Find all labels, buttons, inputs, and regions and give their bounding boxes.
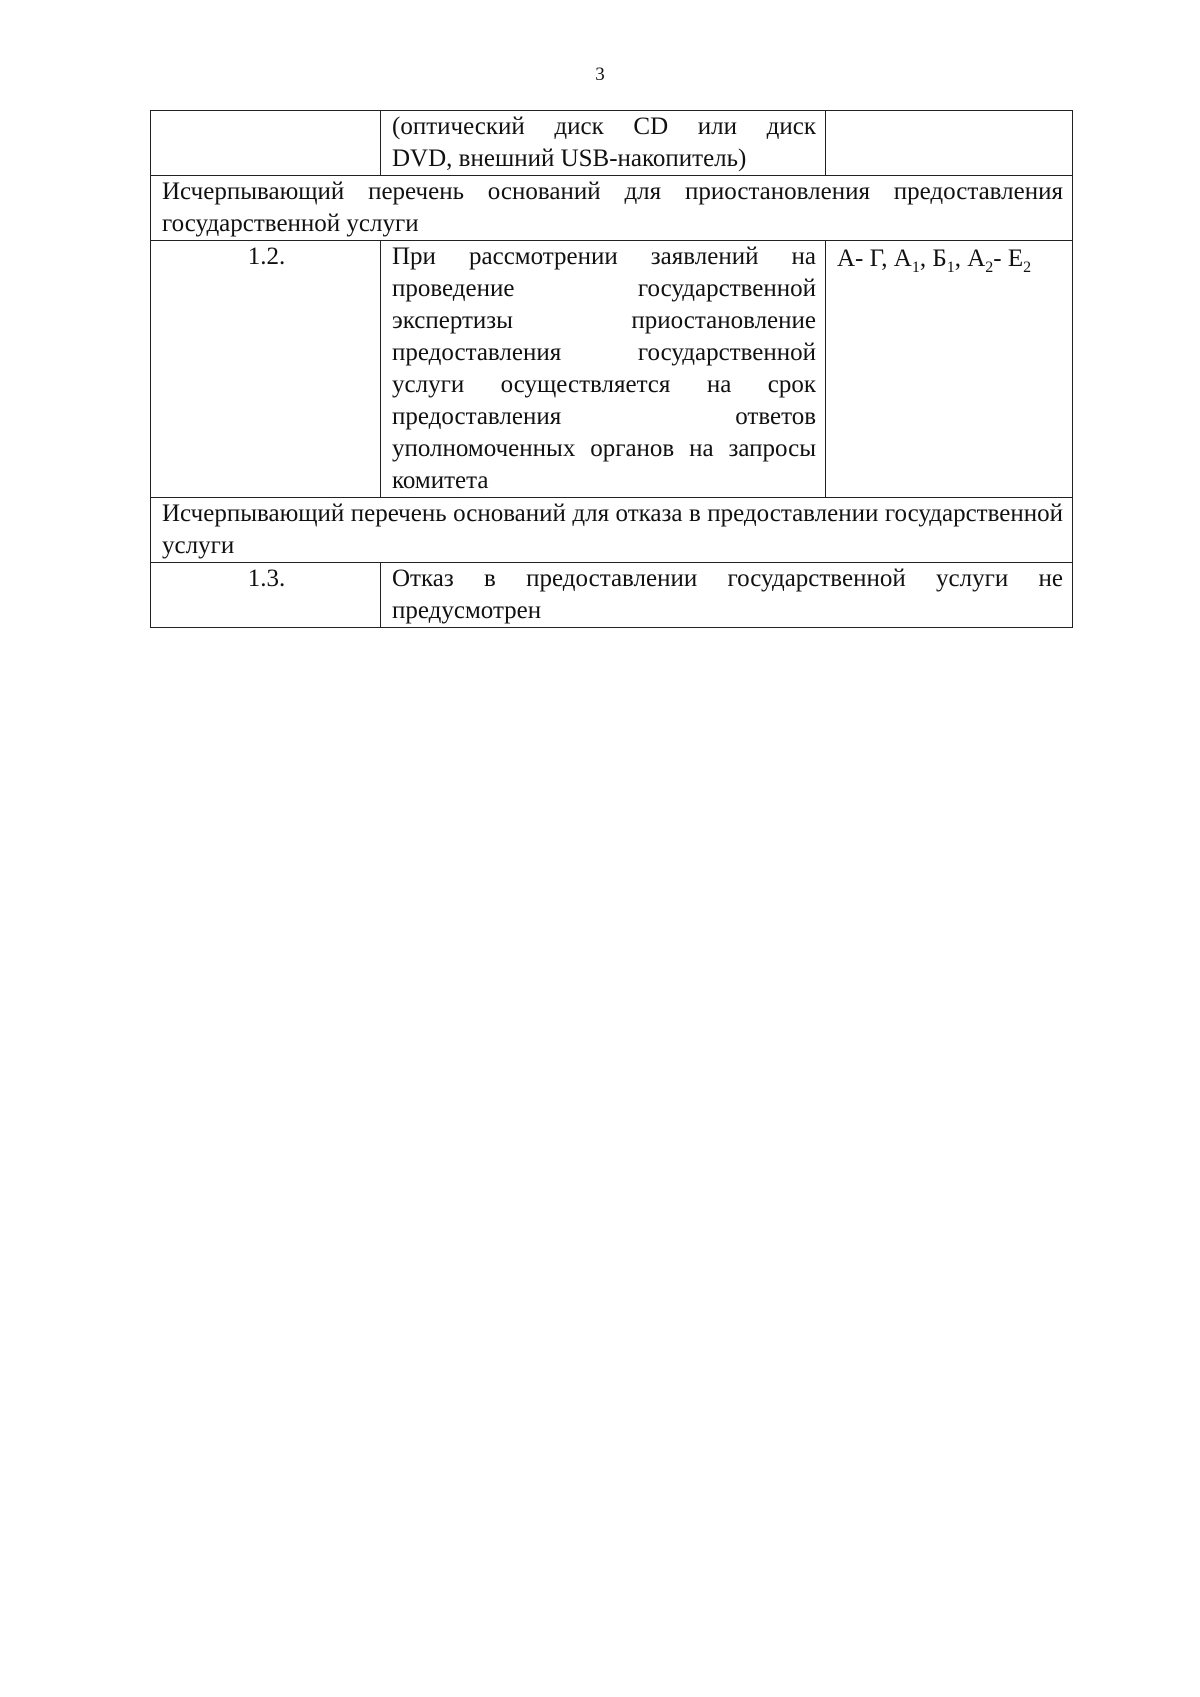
codes-subscript: 2 bbox=[985, 259, 994, 276]
grounds-table bbox=[150, 110, 1073, 628]
codes-subscript: 2 bbox=[1023, 259, 1032, 276]
codes-subscript: 1 bbox=[946, 259, 955, 276]
codes-part: А- Г, А bbox=[837, 245, 912, 272]
empty-cell bbox=[151, 111, 381, 176]
table-row-1-2 bbox=[151, 241, 1073, 498]
codes-part: - Е bbox=[993, 245, 1024, 272]
refusal-text: Отказ в предоставлении государственной услуги не предусмотрен bbox=[381, 563, 1073, 628]
table-row-media-continuation bbox=[151, 111, 1073, 176]
table-row-section-refusal bbox=[151, 498, 1073, 563]
section-heading-refusal: Исчерпывающий перечень оснований для отказа в предоставлении государственной услуги bbox=[151, 498, 1073, 563]
media-line-1: (оптический диск CD или диск bbox=[392, 113, 816, 140]
table-row-section-suspension bbox=[151, 176, 1073, 241]
table-row-1-3 bbox=[151, 563, 1073, 628]
page-number: 3 bbox=[595, 64, 605, 85]
empty-cell bbox=[826, 111, 1073, 176]
codes-part: , А bbox=[954, 245, 986, 272]
section-heading-suspension: Исчерпывающий перечень оснований для приостановления предоставления государственной услуги bbox=[151, 176, 1073, 241]
suspension-ground-text: При рассмотрении заявлений на проведение государственной экспертизы приостановление предоставления государственной услуги осуществляется на срок предоставления ответов уполномоченных органов на запросы комитета bbox=[381, 241, 826, 498]
media-cell bbox=[381, 111, 826, 176]
media-line-2: DVD, внешний USB-накопитель) bbox=[392, 145, 747, 172]
row-number: 1.2. bbox=[151, 241, 381, 498]
applicable-codes bbox=[826, 241, 1073, 498]
codes-part: , Б bbox=[919, 245, 947, 272]
codes-subscript: 1 bbox=[911, 259, 920, 276]
row-number: 1.3. bbox=[151, 563, 381, 628]
